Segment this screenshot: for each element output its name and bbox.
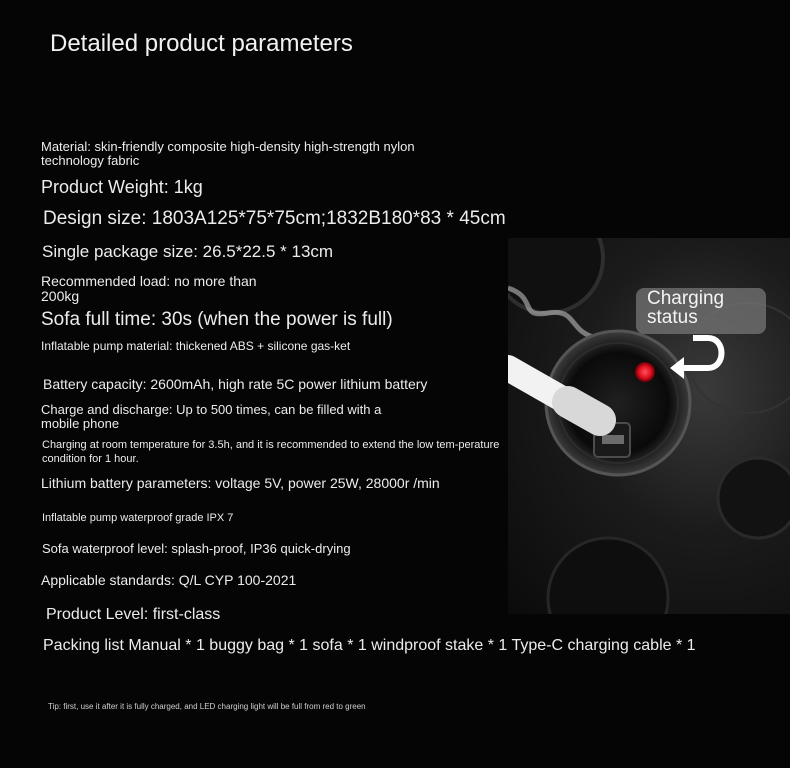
spec-charging-temp: Charging at room temperature for 3.5h, and it is recommended to extend the low tem-perature condition for 1 hour. — [42, 439, 500, 465]
spec-material: Material: skin-friendly composite high-density high-strength nylon technology fabric — [41, 139, 415, 168]
spec-charge: Charge and discharge: Up to 500 times, can be filled with a mobile phone — [41, 402, 382, 431]
spec-pump-waterproof: Inflatable pump waterproof grade IPX 7 — [42, 512, 234, 524]
valve-cap-bottom — [548, 538, 668, 614]
spec-weight: Product Weight: 1kg — [41, 177, 203, 197]
spec-load: Recommended load: no more than 200kg — [41, 273, 257, 304]
spec-packing: Packing list Manual * 1 buggy bag * 1 sofa * 1 windproof stake * 1 Type-C charging cable * 1 — [43, 637, 696, 654]
spec-package-size: Single package size: 26.5*22.5 * 13cm — [42, 242, 334, 261]
spec-sofa-waterproof: Sofa waterproof level: splash-proof, IP36 quick-drying — [42, 541, 351, 556]
arrow-icon — [678, 338, 722, 368]
spec-battery: Battery capacity: 2600mAh, high rate 5C power lithium battery — [43, 376, 428, 392]
led-indicator — [635, 362, 655, 382]
tip-note: Tip: first, use it after it is fully charged, and LED charging light will be full from red to green — [48, 702, 366, 711]
charging-status-label: Charging status — [636, 288, 766, 334]
spec-pump-material: Inflatable pump material: thickened ABS + silicone gas-ket — [41, 339, 351, 353]
valve-cap-top — [508, 238, 603, 313]
page-title: Detailed product parameters — [50, 30, 353, 57]
spec-level: Product Level: first-class — [46, 606, 221, 623]
spec-design-size: Design size: 1803A125*75*75cm;1832B180*83 * 45cm — [43, 208, 506, 229]
valve-cap-right — [718, 458, 790, 538]
spec-full-time: Sofa full time: 30s (when the power is full) — [41, 309, 393, 330]
spec-standards: Applicable standards: Q/L CYP 100-2021 — [41, 572, 297, 588]
product-photo — [508, 238, 790, 614]
spec-lithium: Lithium battery parameters: voltage 5V, power 25W, 28000r /min — [41, 475, 440, 491]
